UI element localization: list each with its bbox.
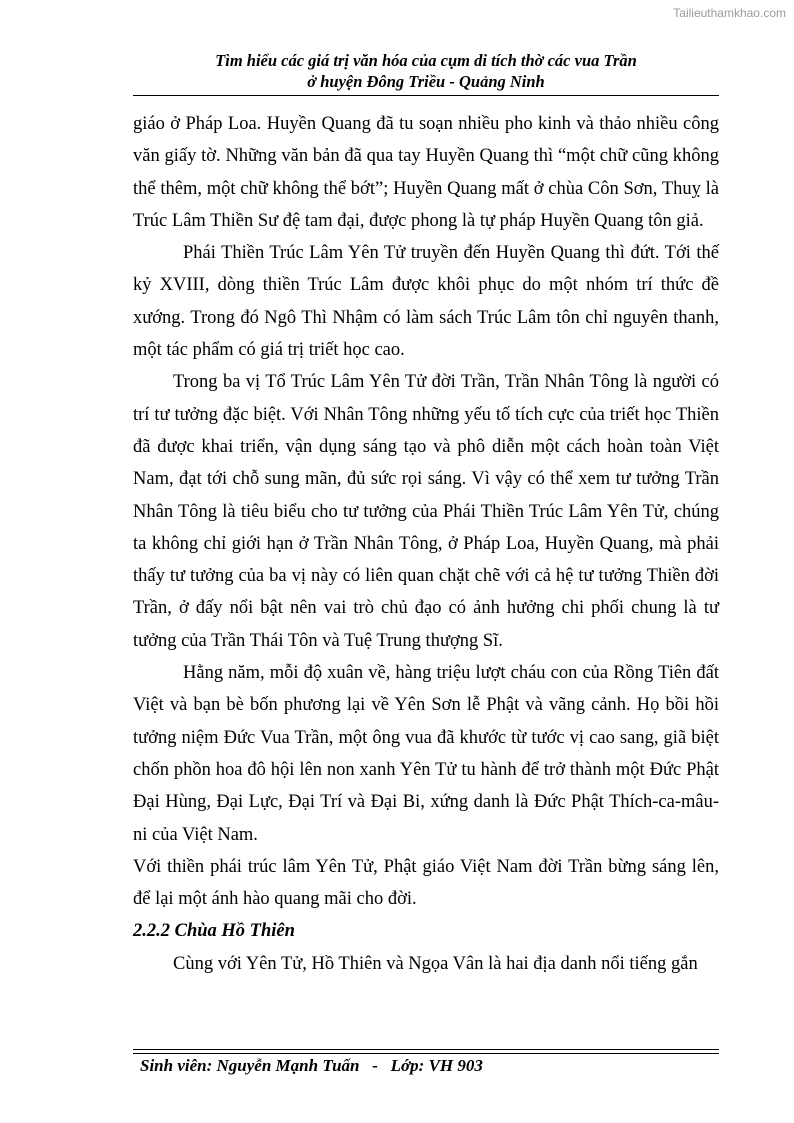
page-footer (140, 1056, 483, 1076)
paragraph-6: Cùng với Yên Tử, Hồ Thiên và Ngọa Vân là hai địa danh nổi tiếng gắn (173, 953, 698, 974)
footer-divider-thick (133, 1049, 719, 1050)
paragraph-3: Trong ba vị Tổ Trúc Lâm Yên Tử đời Trần, Trần Nhân Tông là người có trí tư tưởng đặc biệt. Với Nhân Tông những yếu tố tích cực của triết học Thiền đã được khai triển, vận dụng sáng tạo và phô diễn một cách hoàn toàn Việt Nam, đạt tới chỗ sung mãn, đủ sức rọi sáng. Vì vậy có thể xem tư tưởng Trần Nhân Tông là tiêu biểu cho tư tưởng của Phái Thiền Trúc Lâm Yên Tử, chúng ta không chỉ giới hạn ở Trần Nhân Tông, ở Pháp Loa, Huyền Quang, mà phải thấy tư tưởng của ba vị này có liên quan chặt chẽ với cả hệ tư tưởng Thiền đời Trần, ở đấy nổi bật nên vai trò chủ đạo có ảnh hưởng chi phối chung là tư tưởng của Trần Thái Tôn và Tuệ Trung thượng Sĩ. (133, 372, 719, 651)
header-title-line1: Tìm hiểu các giá trị văn hóa của cụm di tích thờ các vua Trần (215, 51, 637, 70)
paragraph-1: giáo ở Pháp Loa. Huyền Quang đã tu soạn nhiều pho kinh và thảo nhiều công văn giấy tờ. Những văn bản đã qua tay Huyền Quang thì “một chữ cũng không thể thêm, một chữ không thể bớt”; Huyền Quang mất ở chùa Côn Sơn, Thuỵ là Trúc Lâm Thiền Sư đệ tam đại, được phong là tự pháp Huyền Quang tôn giả. (133, 114, 719, 231)
footer-student: Sinh viên: Nguyễn Mạnh Tuấn (140, 1056, 360, 1075)
section-heading: 2.2.2 Chùa Hồ Thiên (133, 921, 295, 942)
paragraph-2: Phái Thiền Trúc Lâm Yên Tử truyền đến Huyền Quang thì đứt. Tới thế kỷ XVIII, dòng thiền Trúc Lâm được khôi phục do một nhóm trí thức đề xướng. Trong đó Ngô Thì Nhậm có làm sách Trúc Lâm tôn chỉ nguyên thanh, một tác phẩm có giá trị triết học cao. (133, 243, 719, 361)
watermark: Tailieuthamkhao.com (673, 6, 786, 20)
paragraph-5: Với thiền phái trúc lâm Yên Tử, Phật giáo Việt Nam đời Trần bừng sáng lên, để lại một ánh hào quang mãi cho đời. (133, 856, 719, 910)
footer-class: Lớp: VH 903 (390, 1056, 483, 1075)
header-title-line2: ở huyện Đông Triều - Quảng Ninh (307, 72, 545, 91)
header-divider (133, 95, 719, 96)
footer-separator: - (372, 1056, 378, 1075)
document-body (133, 108, 719, 980)
paragraph-4: Hằng năm, mỗi độ xuân về, hàng triệu lượt cháu con của Rồng Tiên đất Việt và bạn bè bốn phương lại về Yên Sơn lễ Phật và vãng cảnh. Họ bồi hồi tưởng niệm Đức Vua Trần, một ông vua đã khước từ tước vị cao sang, giã biệt chốn phồn hoa đô hội lên non xanh Yên Tử tu hành để trở thành một Đức Phật Đại Hùng, Đại Lực, Đại Trí và Đại Bi, xứng danh là Đức Phật Thích-ca-mâu-ni của Việt Nam. (133, 663, 719, 845)
footer-divider-thin (133, 1053, 719, 1054)
page-header (133, 50, 719, 92)
